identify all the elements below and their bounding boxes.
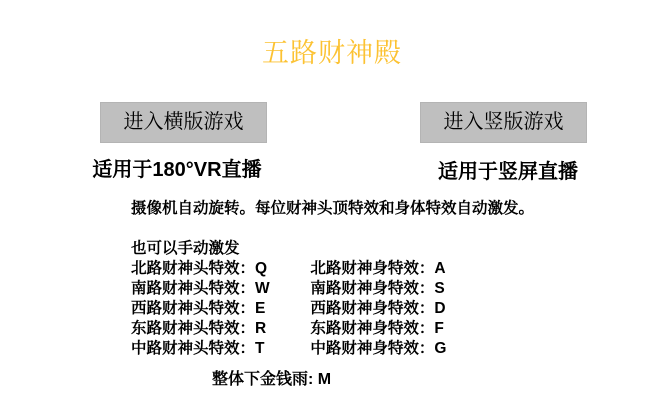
money-rain-hotkey: 整体下金钱雨: M [212,371,332,388]
west-head-effect-hotkey: 西路财神头特效：E [131,300,266,317]
page-title: 五路财神殿 [262,38,402,68]
hotkey-row-south [131,279,534,299]
enter-vertical-game-button[interactable]: 进入竖版游戏 [420,102,587,143]
vertical-mode-subtitle: 适用于竖屏直播 [438,161,578,183]
hotkey-row-east [131,319,534,339]
west-body-effect-hotkey: 西路财神身特效：D [310,300,446,317]
manual-trigger-heading: 也可以手动激发 [131,240,240,257]
hotkey-row-west [131,299,534,319]
south-head-effect-hotkey: 南路财神头特效：W [131,280,270,297]
hotkey-row-center [131,339,534,359]
east-head-effect-hotkey: 东路财神头特效：R [131,320,267,337]
east-body-effect-hotkey: 东路财神身特效：F [310,320,444,337]
hotkey-row-north [131,259,534,279]
north-head-effect-hotkey: 北路财神头特效：Q [131,260,268,277]
auto-effects-description: 摄像机自动旋转。每位财神头顶特效和身体特效自动激发。 [131,200,535,217]
center-body-effect-hotkey: 中路财神身特效：G [310,340,447,357]
enter-horizontal-game-button[interactable]: 进入横版游戏 [100,102,267,143]
spacer [131,219,534,239]
center-head-effect-hotkey: 中路财神头特效：T [131,340,265,357]
south-body-effect-hotkey: 南路财神身特效：S [310,280,445,297]
instructions-block [131,199,534,359]
north-body-effect-hotkey: 北路财神身特效：A [310,260,446,277]
horizontal-mode-subtitle: 适用于180°VR直播 [92,159,262,181]
